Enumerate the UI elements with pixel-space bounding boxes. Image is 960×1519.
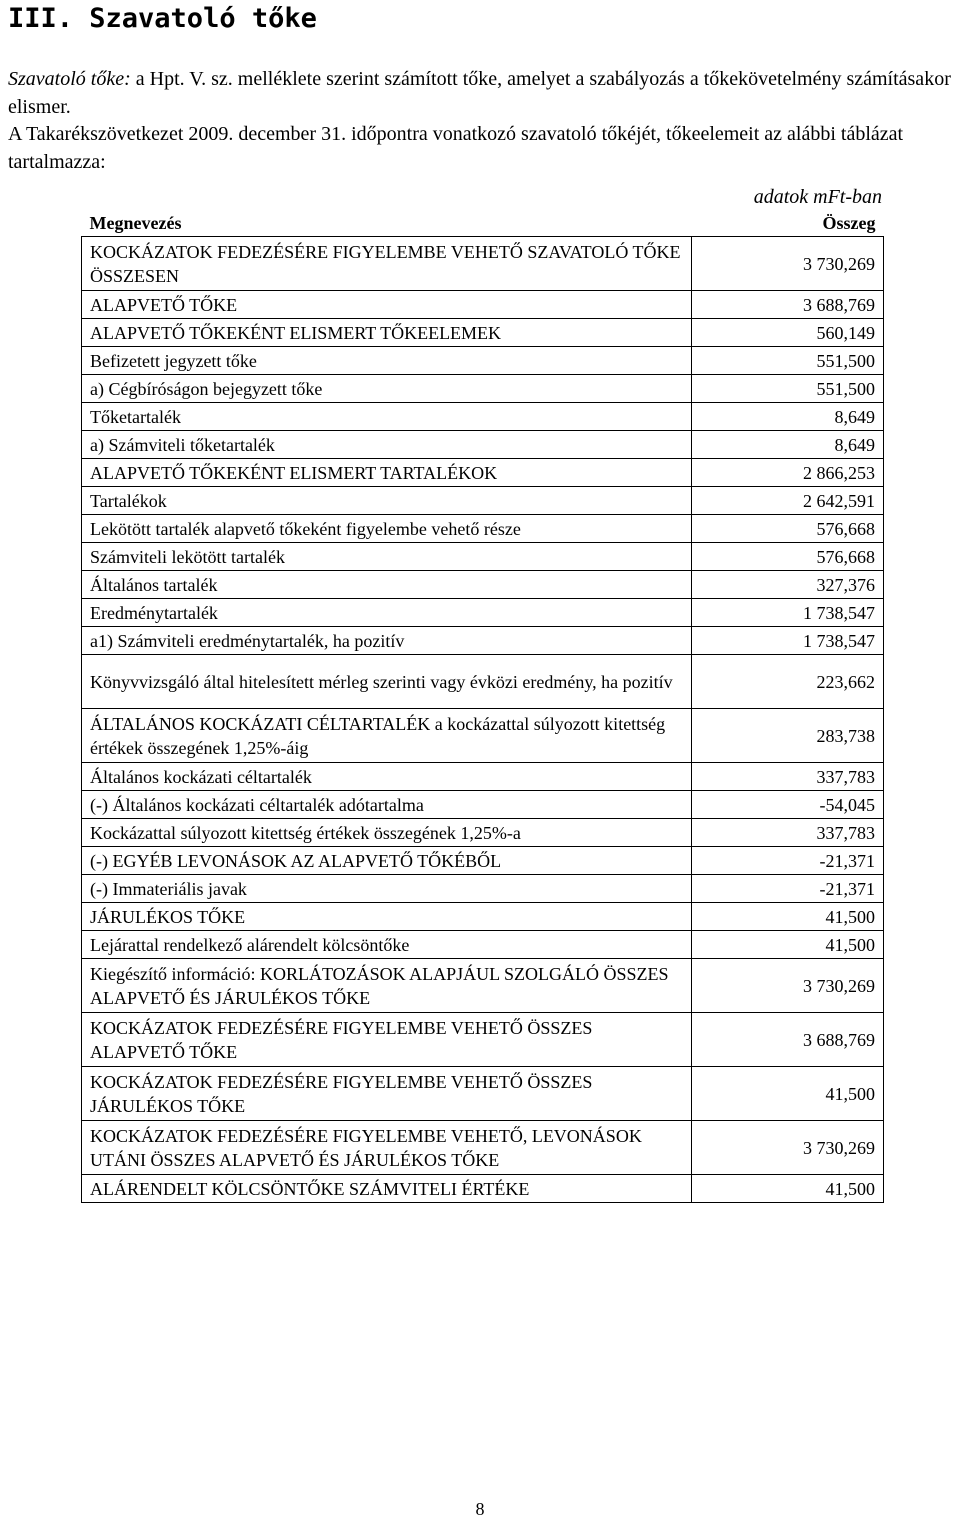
table-row	[82, 763, 884, 791]
row-amount: 576,668	[692, 543, 884, 571]
table-row	[82, 931, 884, 959]
table-row	[82, 709, 884, 763]
row-amount: -21,371	[692, 875, 884, 903]
row-name: Tőketartalék	[82, 403, 692, 431]
row-name: ALAPVETŐ TŐKEKÉNT ELISMERT TŐKEELEMEK	[82, 319, 692, 347]
row-amount: 2 866,253	[692, 459, 884, 487]
row-amount: 1 738,547	[692, 627, 884, 655]
table-row	[82, 819, 884, 847]
row-name: a1) Számviteli eredménytartalék, ha pozitív	[82, 627, 692, 655]
row-amount: 3 730,269	[692, 237, 884, 291]
row-name: (-) Immateriális javak	[82, 875, 692, 903]
row-amount: 337,783	[692, 819, 884, 847]
capital-table	[81, 208, 884, 1203]
intro-text	[8, 66, 958, 177]
row-name: Kockázattal súlyozott kitettség értékek összegének 1,25%-a	[82, 819, 692, 847]
row-amount: 8,649	[692, 403, 884, 431]
row-amount: 3 688,769	[692, 291, 884, 319]
table-row	[82, 1013, 884, 1067]
table-row	[82, 431, 884, 459]
row-amount: 327,376	[692, 571, 884, 599]
row-name: ALÁRENDELT KÖLCSÖNTŐKE SZÁMVITELI ÉRTÉKE	[82, 1175, 692, 1203]
definition-text: a Hpt. V. sz. melléklete szerint számított tőke, amelyet a szabályozás a tőkekövetelmény számításakor elismer.	[8, 68, 951, 118]
row-name: Általános tartalék	[82, 571, 692, 599]
row-name: (-) Általános kockázati céltartalék adótartalma	[82, 791, 692, 819]
row-amount: 337,783	[692, 763, 884, 791]
row-amount: 3 688,769	[692, 1013, 884, 1067]
table-row	[82, 347, 884, 375]
table-row	[82, 237, 884, 291]
table-row	[82, 1121, 884, 1175]
table-row	[82, 655, 884, 709]
table-row	[82, 903, 884, 931]
row-name: KOCKÁZATOK FEDEZÉSÉRE FIGYELEMBE VEHETŐ SZAVATOLÓ TŐKE ÖSSZESEN	[82, 237, 692, 291]
table-row	[82, 319, 884, 347]
table-row	[82, 459, 884, 487]
row-name: ALAPVETŐ TŐKEKÉNT ELISMERT TARTALÉKOK	[82, 459, 692, 487]
row-name: Lejárattal rendelkező alárendelt kölcsöntőke	[82, 931, 692, 959]
table-row	[82, 1067, 884, 1121]
row-amount: 551,500	[692, 375, 884, 403]
page-number: 8	[475, 1499, 485, 1519]
row-name: Befizetett jegyzett tőke	[82, 347, 692, 375]
row-name: a) Számviteli tőketartalék	[82, 431, 692, 459]
unit-note: adatok mFt-ban	[753, 186, 882, 208]
row-name: (-) EGYÉB LEVONÁSOK AZ ALAPVETŐ TŐKÉBŐL	[82, 847, 692, 875]
row-name: KOCKÁZATOK FEDEZÉSÉRE FIGYELEMBE VEHETŐ ÖSSZES ALAPVETŐ TŐKE	[82, 1013, 692, 1067]
table-row	[82, 875, 884, 903]
table-row	[82, 403, 884, 431]
row-name: Számviteli lekötött tartalék	[82, 543, 692, 571]
table-row	[82, 627, 884, 655]
row-amount: 551,500	[692, 347, 884, 375]
table-row	[82, 847, 884, 875]
row-name: a) Cégbíróságon bejegyzett tőke	[82, 375, 692, 403]
row-amount: 223,662	[692, 655, 884, 709]
row-amount: 560,149	[692, 319, 884, 347]
table-row	[82, 375, 884, 403]
row-name: Tartalékok	[82, 487, 692, 515]
table-row	[82, 599, 884, 627]
row-amount: 41,500	[692, 1067, 884, 1121]
table-row	[82, 543, 884, 571]
row-name: Könyvvizsgáló által hitelesített mérleg szerinti vagy évközi eredmény, ha pozitív	[82, 655, 692, 709]
row-name: KOCKÁZATOK FEDEZÉSÉRE FIGYELEMBE VEHETŐ, LEVONÁSOK UTÁNI ÖSSZES ALAPVETŐ ÉS JÁRULÉKOS TŐKE	[82, 1121, 692, 1175]
row-name: JÁRULÉKOS TŐKE	[82, 903, 692, 931]
row-name: KOCKÁZATOK FEDEZÉSÉRE FIGYELEMBE VEHETŐ ÖSSZES JÁRULÉKOS TŐKE	[82, 1067, 692, 1121]
row-name: Kiegészítő információ: KORLÁTOZÁSOK ALAPJÁUL SZOLGÁLÓ ÖSSZES ALAPVETŐ ÉS JÁRULÉKOS TŐKE	[82, 959, 692, 1013]
column-header-amount: Összeg	[822, 212, 876, 233]
intro-paragraph: A Takarékszövetkezet 2009. december 31. időpontra vonatkozó szavatoló tőkéjét, tőkeelemeit az alábbi táblázat tartalmazza:	[8, 123, 904, 174]
table-row	[82, 515, 884, 543]
table-row	[82, 571, 884, 599]
row-amount: 1 738,547	[692, 599, 884, 627]
section-heading: III. Szavatoló tőke	[8, 3, 317, 34]
row-amount: 8,649	[692, 431, 884, 459]
table-row	[82, 791, 884, 819]
row-amount: -54,045	[692, 791, 884, 819]
row-amount: 3 730,269	[692, 959, 884, 1013]
table-row	[82, 487, 884, 515]
table-row	[82, 959, 884, 1013]
row-amount: 2 642,591	[692, 487, 884, 515]
column-header-name: Megnevezés	[89, 212, 182, 233]
row-amount: 41,500	[692, 1175, 884, 1203]
row-name: ALAPVETŐ TŐKE	[82, 291, 692, 319]
table-header-row	[82, 208, 884, 237]
table-row	[82, 291, 884, 319]
row-amount: 41,500	[692, 931, 884, 959]
row-name: Általános kockázati céltartalék	[82, 763, 692, 791]
row-name: ÁLTALÁNOS KOCKÁZATI CÉLTARTALÉK a kockázattal súlyozott kitettség értékek összegének 1,25%-áig	[82, 709, 692, 763]
defined-term: Szavatoló tőke:	[8, 68, 131, 90]
row-amount: -21,371	[692, 847, 884, 875]
table-row	[82, 1175, 884, 1203]
row-amount: 3 730,269	[692, 1121, 884, 1175]
row-name: Lekötött tartalék alapvető tőkeként figyelembe vehető része	[82, 515, 692, 543]
row-amount: 41,500	[692, 903, 884, 931]
row-amount: 576,668	[692, 515, 884, 543]
row-name: Eredménytartalék	[82, 599, 692, 627]
row-amount: 283,738	[692, 709, 884, 763]
